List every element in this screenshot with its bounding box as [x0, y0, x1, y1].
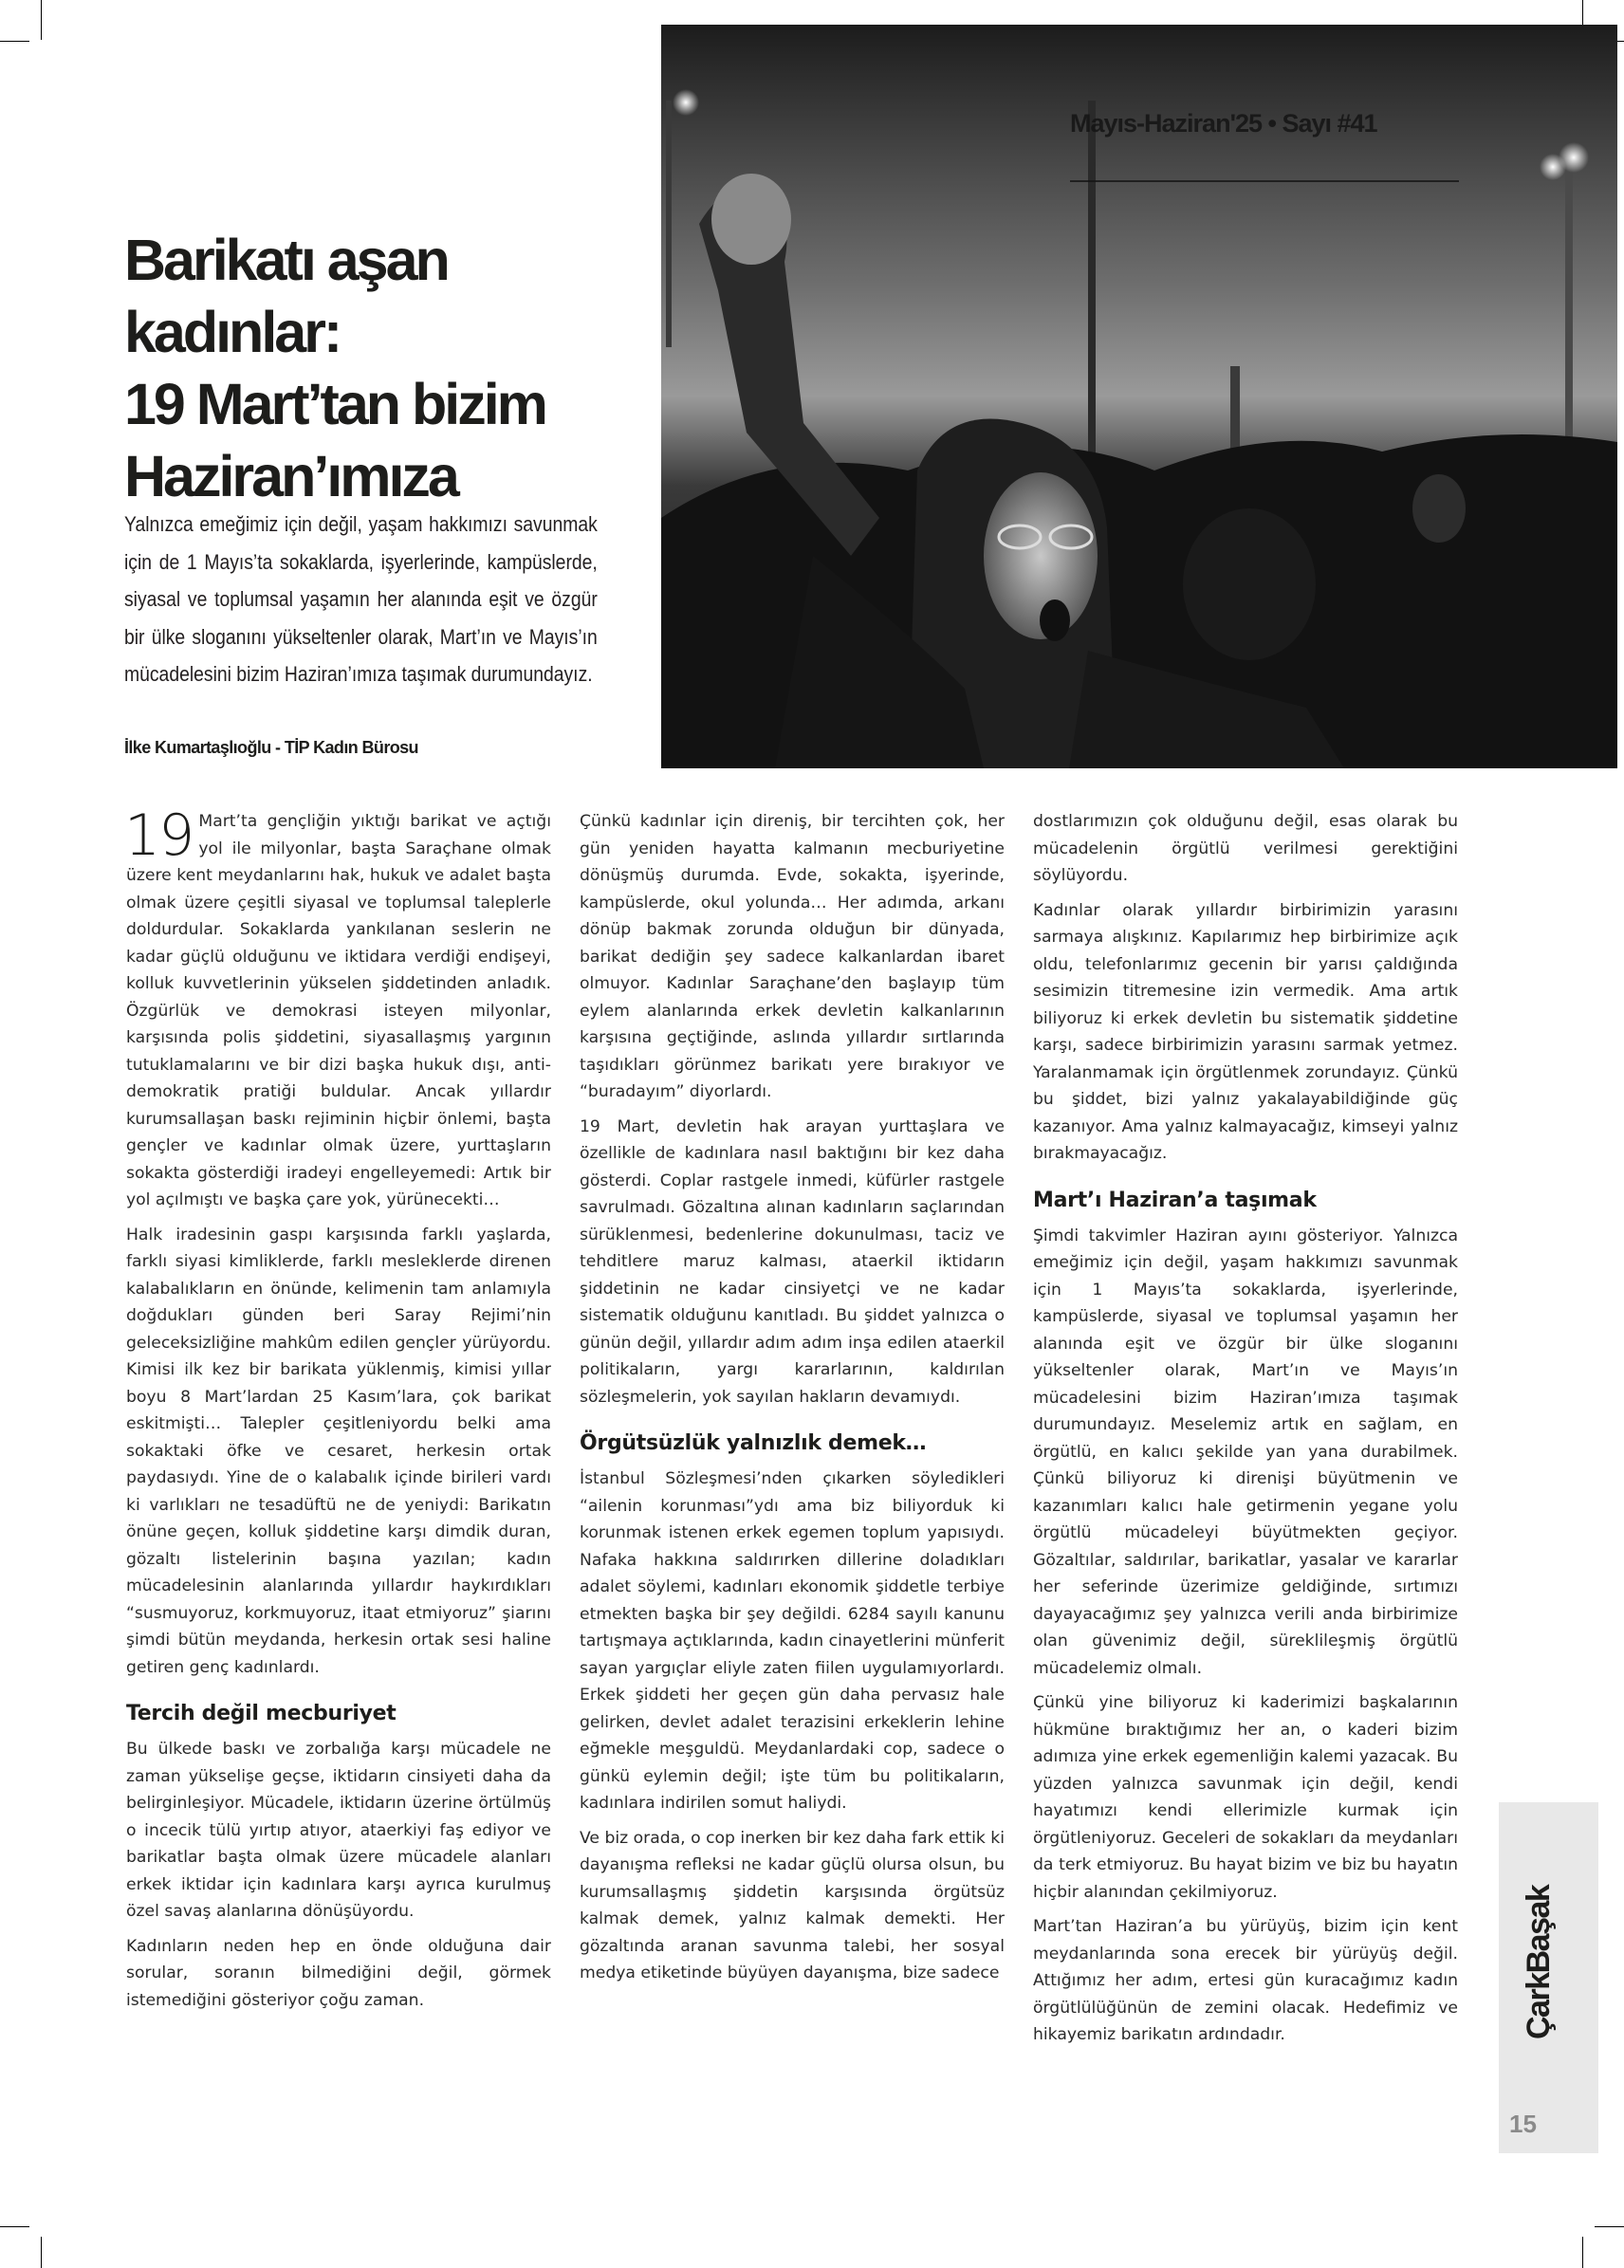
- article-column-3: [1033, 808, 1458, 2056]
- paragraph: Çünkü kadınlar için direniş, bir tercihten çok, her gün yeniden hayatta kalmanın mecburiyetine dönüşmüş durumda. Evde, sokakta, işyerinde, kampüslerde, okul yolunda… Her adımda, arkanı dönüp bakmak zorunda olduğun bir dünyada, barikat dediğin şey sadece kalkanlardan ibaret olmuyor. Kadınlar Saraçhane’den başlayıp tüm eylem alanlarında erkek devletin kalkanlarının karşısına geçtiğinde, aslında yıllardır sırtlarında taşıdıkları görünmez barikatı yere bırakıyor ve “buradayım” diyorlardı.: [580, 812, 1005, 1101]
- magazine-brand: ÇarkBaşak: [1521, 1885, 1557, 2039]
- crop-mark: [0, 41, 29, 42]
- crop-mark: [1595, 2226, 1624, 2227]
- paragraph: 19 Mart’ta gençliğin yıktığı barikat ve açtığı yol ile milyonlar, başta Saraçhane olmak üzere kent meydanlarını hak, hukuk ve adalet başta olmak üzere çeşitli siyasal ve toplumsal taleplerle doldurdular. Sokaklarda yankılanan seslerin ne kadar güçlü olduğunu ve iktidara verdiği endişeyi, kolluk kuvvetlerinin yükselen şiddetinden anladık. Özgürlük ve demokrasi isteyen milyonlar, karşısında polis şiddetini, siyasallaşmış yargının tutuklamalarını ve bir dizi başka hukuk dışı, anti-demokratik pratiği buldular. Ancak yıllardır kurumsallaşan baskı rejiminin hiçbir önlemi, başta gençler ve kadınlar olmak üzere, yurttaşların sokakta gösterdiği iradeyi engelleyemedi: Artık bir yol açılmıştı ve başka çare yok, yürünecekti…: [124, 802, 551, 1209]
- article-title: [124, 224, 655, 512]
- issue-header: Mayıs-Haziran'25 • Sayı #41: [1070, 109, 1377, 138]
- article-column-1: [124, 802, 551, 2021]
- paragraph: Şimdi takvimler Haziran ayını gösteriyor. Yalnızca emeğimiz için değil, yaşam hakkımızı savunmak için 1 Mayıs’ta sokaklarda, işyerlerinde, kampüslerde, siyasal ve toplumsal yaşamın her alanında eşit ve özgür bir ülke sloganını yükseltenler olarak, Mart’ın ve Mayıs’ın mücadelesini bizim Haziran’ımıza taşımak durumundayız. Meselemiz artık en sağlam, en örgütlü, en kalıcı şekilde yan yana durabilmek. Çünkü biliyoruz ki direnişi büyütmenin ve kazanımları kalıcı hale getirmenin yegane yolu örgütlü mücadeleyi büyütmekten geçiyor. Gözaltılar, saldırılar, barikatlar, yasalar ve kararlar her seferinde üzerimize geldiğinde, sırtımızı dayayacağımız şey yalnızca verili anda birbirimize olan güvenimiz değil, süreklileşmiş örgütlü mücadelemiz olmalı.: [1033, 1226, 1458, 1678]
- crop-mark: [41, 2237, 42, 2268]
- crop-mark: [41, 0, 42, 40]
- title-line: kadınlar:: [124, 300, 341, 364]
- crop-mark: [0, 2226, 29, 2227]
- drop-cap: 19: [124, 802, 194, 869]
- paragraph: Çünkü yine biliyoruz ki kaderimizi başkalarının hükmüne bıraktığımız her an, o kaderi bizim adımıza yine erkek egemenliğin kalemi yazacak. Bu yüzden yalnızca savunmak için değil, kendi hayatımızı kendi ellerimizle kurmak için örgütleniyoruz. Geceleri de sokakları da meydanları da terk etmiyoruz. Bu hayat bizim ve biz bu hayatın hiçbir alanından çekilmiyoruz.: [1033, 1693, 1458, 1902]
- article-column-2: [580, 808, 1005, 1995]
- header-rule: [1070, 180, 1459, 182]
- paragraph: Halk iradesinin gaspı karşısında farklı yaşlarda, farklı siyasi kimliklerde, farklı mesleklerde direnen kalabalıkların en önünde, kelimenin tam anlamıyla doğdukları günden beri Saray Rejimi’nin geleceksizliğine mahkûm edilen gençler yürüyordu. Kimisi ilk kez bir barikata yüklenmiş, kimisi yıllar boyu 8 Mart’lardan 25 Kasım’lara, çok barikat eskitmişti… Talepler çeşitleniyordu belki ama sokaktaki öfke ve cesaret, herkesin ortak paydasıydı. Yine de o kalabalık içinde birileri vardı ki varlıkları ne tesadüftü ne de yeniydi: Barikatın önüne geçen, kolluk şiddetine karşı dimdik duran, gözaltı listelerinin başına yazılan; kadın mücadelesinin alanlarında yıllardır haykırdıkları “susmuyoruz, korkmuyoruz, itaat etmiyoruz” şiarını şimdi bütün meydanda, herkesin ortak sesi haline getiren genç kadınlardı.: [126, 1225, 551, 1677]
- paragraph: Kadınların neden hep en önde olduğuna dair sorular, soranın bilmediğini değil, görmek istemediğini gösteriyor çoğu zaman.: [126, 1936, 551, 2010]
- article-lede: Yalnızca emeğimiz için değil, yaşam hakkımızı savunmak için de 1 Mayıs’ta sokaklarda, işyerlerinde, kampüslerde, siyasal ve toplumsal yaşamın her alanında eşit ve özgür bir ülke sloganını yükseltenler olarak, Mart’ın ve Mayıs’ın mücadelesini bizim Haziran’ımıza taşımak durumundayız.: [124, 512, 598, 686]
- paragraph: 19 Mart, devletin hak arayan yurttaşlara ve özellikle de kadınlara nasıl baktığını bir kez daha gösterdi. Coplar rastgele inmedi, küfürler rastgele savrulmadı. Gözaltına alınan kadınların saçlarından sürüklenmesi, bedenlerine dokunulması, taciz ve tehditlere maruz kalması, ataerkil iktidarın şiddetinin ne kadar cinsiyetçi ve ne kadar sistematik olduğunu kanıtladı. Bu şiddet yalnızca o günün değil, yıllardır adım adım inşa edilen ataerkil politikaların, yargı kararlarının, kaldırılan sözleşmelerin, yok sayılan hakların devamıydı.: [580, 1116, 1005, 1407]
- byline: İlke Kumartaşlıoğlu - TİP Kadın Bürosu: [124, 738, 418, 757]
- paragraph: dostlarımızın çok olduğunu değil, esas olarak bu mücadelenin örgütlü verilmesi gerektiğini söylüyordu.: [1033, 812, 1458, 885]
- crop-mark: [1582, 0, 1583, 25]
- page-number: 15: [1509, 2110, 1537, 2138]
- title-line: Barikatı aşan: [124, 228, 448, 292]
- paragraph: Kadınlar olarak yıllardır birbirimizin yarasını sarmaya alışkınız. Kapılarımız hep birbirimize açık oldu, telefonlarımız gecenin bir yarısı çaldığında sesimizin titremesine izin vermedik. Ama artık biliyoruz ki erkek devletin bu sistematik şiddetine karşı, sadece birbirimizin yarasını sarmak yetmez. Yaralanmamak için örgütlenmek zorundayız. Çünkü bu şiddet, bizi yalnız yakalayabildiğinde güç kazanıyor. Ama yalnız kalmayacağız, kimseyi yalnız bırakmayacağız.: [1033, 900, 1458, 1163]
- paragraph: Mart’tan Haziran’a bu yürüyüş, bizim için kent meydanlarında sona erecek bir yürüyüş değil. Attığımız her adım, ertesi gün kuracağımız kadın örgütlülüğünün de zemini olacak. Hedefimiz ve hikayemiz barikatın ardındadır.: [1033, 1917, 1458, 2044]
- section-heading: Tercih değil mecburiyet: [126, 1702, 397, 1725]
- crop-mark: [1582, 2237, 1583, 2268]
- title-line: Haziran’ımıza: [124, 444, 457, 508]
- paragraph: Ve biz orada, o cop inerken bir kez daha fark ettik ki dayanışma refleksi ne kadar güçlü olursa olsun, bu kurumsallaşmış şiddetin karşısında örgütsüz kalmak demek, yalnız kalmak demekti. Her gözaltında aranan savunma talebi, her sosyal medya etiketinde büyüyen dayanışma, bize sadece: [580, 1828, 1005, 1982]
- paragraph: Bu ülkede baskı ve zorbalığa karşı mücadele ne zaman yükselişe geçse, iktidarın cinsiyeti daha da belirginleşiyor. Mücadele, iktidarın üzerine örtülmüş o incecik tülü yırtıp atıyor, ataerkiyi faş ediyor ve barikatlar başta olmak üzere mücadele alanları erkek iktidar için kadınlara karşı ayrıca kurulmuş özel savaş alanlarına dönüşüyordu.: [126, 1740, 551, 1921]
- section-heading: Örgütsüzlük yalnızlık demek…: [580, 1431, 927, 1455]
- paragraph: İstanbul Sözleşmesi’nden çıkarken söyledikleri “ailenin korunması”ydı ama biz biliyorduk ki korunmak istenen erkek egemen toplum yapısıydı. Nafaka hakkına saldırırken dillerine doladıkları adalet söylemi, kadınları ekonomik şiddetle terbiye etmekten başka bir şey değildi. 6284 sayılı kanunu tartışmaya açtıklarında, kadın cinayetlerini münferit sayan yargıçlar eliyle zaten fiilen uygulamıyorlardı. Erkek şiddeti her geçen gün daha pervasız hale gelirken, devlet adalet terazisini erkeklerin lehine eğmekle meşguldü. Meydanlardaki cop, sadece o günkü eylemin değil; işte tüm bu politikaların, kadınlara indirilen somut haliydi.: [580, 1469, 1005, 1813]
- title-line: 19 Mart’tan bizim: [124, 372, 545, 436]
- section-heading: Mart’ı Haziran’a taşımak: [1033, 1188, 1317, 1212]
